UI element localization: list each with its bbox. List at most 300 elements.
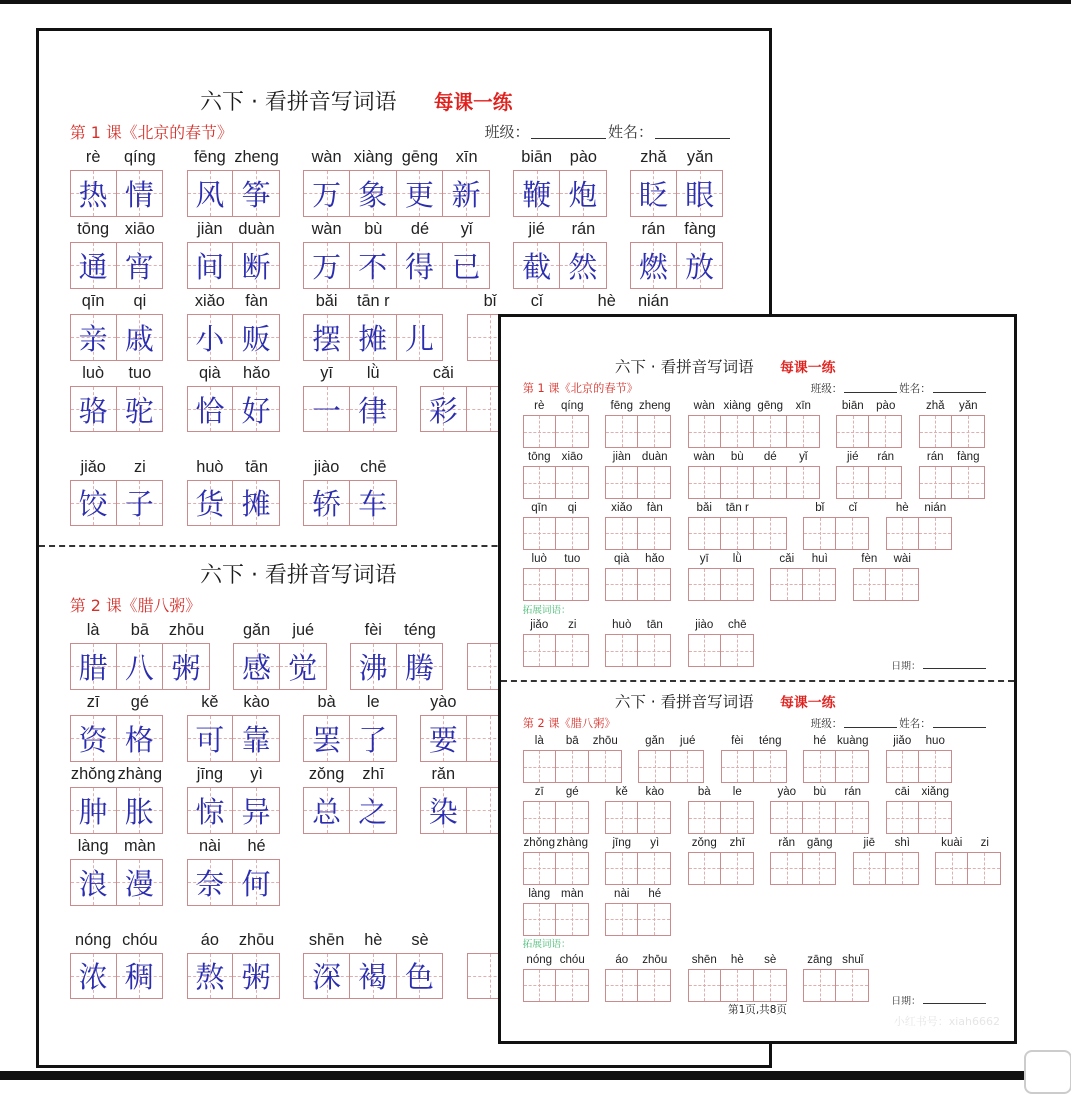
word-group [233, 618, 326, 690]
character-box[interactable] [605, 634, 638, 667]
character-box[interactable] [349, 715, 397, 762]
character-box[interactable] [70, 715, 117, 762]
pinyin-line [836, 398, 902, 416]
class-field[interactable] [531, 137, 606, 139]
pinyin-line [303, 690, 396, 715]
grid-guide-vertical [572, 904, 573, 935]
character-box[interactable] [116, 715, 164, 762]
word-group [886, 732, 952, 783]
character-box[interactable] [232, 859, 280, 906]
answer-character: 眼 [685, 177, 715, 212]
pinyin-line [523, 448, 589, 466]
character-box[interactable] [187, 386, 234, 433]
character-box[interactable] [885, 568, 919, 601]
writing-boxes [803, 517, 869, 550]
character-box[interactable] [555, 466, 589, 499]
word-row [523, 398, 1014, 449]
character-box[interactable] [853, 568, 886, 601]
character-box[interactable] [637, 634, 671, 667]
grid-guide-vertical [572, 970, 573, 1001]
character-box[interactable] [187, 859, 234, 906]
character-box[interactable] [638, 750, 671, 783]
writing-boxes [70, 787, 163, 834]
character-box[interactable] [753, 466, 787, 499]
pinyin-syllable: zheng [639, 400, 671, 413]
pinyin-syllable: fèi [731, 735, 744, 748]
pinyin-line [688, 550, 754, 568]
pinyin-syllable: yì [250, 764, 263, 783]
word-group [770, 783, 869, 834]
character-box[interactable] [951, 415, 985, 448]
character-box[interactable] [70, 242, 117, 289]
answer-character: 粥 [241, 960, 271, 995]
character-box[interactable] [523, 568, 556, 601]
pinyin-syllable: tōng [528, 451, 551, 464]
word-group [70, 289, 163, 361]
character-box[interactable] [232, 715, 280, 762]
character-box[interactable] [688, 852, 721, 885]
answer-character: 驼 [124, 393, 154, 428]
corner-button[interactable] [1024, 1050, 1071, 1094]
pinyin-line [605, 951, 671, 969]
grid-guide-vertical [935, 518, 936, 549]
pinyin-syllable: zheng [234, 148, 279, 167]
character-box[interactable] [233, 643, 280, 690]
character-box[interactable] [349, 314, 397, 361]
character-box[interactable] [720, 852, 754, 885]
character-box[interactable] [555, 852, 589, 885]
character-box[interactable] [303, 480, 350, 527]
pinyin-syllable: zī [534, 786, 544, 799]
grid-guide-vertical [654, 802, 655, 833]
character-box[interactable] [802, 568, 836, 601]
grid-guide-vertical [787, 569, 788, 600]
character-box[interactable] [770, 801, 803, 834]
character-box[interactable] [396, 170, 444, 217]
answer-character: 放 [685, 249, 715, 284]
character-box[interactable] [70, 953, 117, 1000]
character-box[interactable] [442, 242, 490, 289]
character-box[interactable] [886, 517, 919, 550]
name-field[interactable] [655, 137, 730, 139]
character-box[interactable] [688, 466, 721, 499]
character-box[interactable] [232, 242, 280, 289]
grid-guide-vertical [737, 518, 738, 549]
grid-guide-vertical [803, 467, 804, 498]
character-box[interactable] [396, 953, 444, 1000]
character-box[interactable] [232, 386, 280, 433]
pinyin-line [605, 448, 671, 466]
pinyin-syllable: chē [727, 619, 747, 632]
character-box[interactable] [559, 242, 607, 289]
pinyin-syllable: shēn [308, 930, 345, 949]
pinyin-syllable: jié [846, 451, 859, 464]
pinyin-syllable: xīn [455, 148, 478, 167]
character-box[interactable] [802, 801, 836, 834]
name-label: 姓名： [899, 382, 931, 395]
character-box[interactable] [187, 787, 234, 834]
character-box[interactable] [951, 466, 985, 499]
pinyin-line [303, 145, 490, 170]
character-box[interactable] [605, 852, 638, 885]
character-box[interactable] [670, 750, 704, 783]
pinyin-syllable: bù [364, 219, 383, 238]
character-box[interactable] [555, 517, 589, 550]
worksheet-title [523, 689, 1014, 714]
character-box[interactable] [187, 314, 234, 361]
character-box[interactable] [523, 750, 556, 783]
character-box[interactable] [935, 852, 968, 885]
character-box[interactable] [835, 750, 869, 783]
writing-boxes [303, 314, 443, 361]
word-group [70, 217, 163, 289]
character-box[interactable] [630, 242, 677, 289]
character-box[interactable] [349, 170, 397, 217]
pinyin-line [583, 289, 676, 314]
character-box[interactable] [523, 969, 556, 1002]
pinyin-line [513, 217, 606, 242]
character-box[interactable] [303, 314, 350, 361]
pinyin-syllable: shēn [691, 954, 717, 967]
pinyin-line [70, 927, 163, 952]
character-box[interactable] [420, 787, 467, 834]
character-box[interactable] [523, 634, 556, 667]
character-box[interactable] [688, 415, 721, 448]
character-box[interactable] [605, 969, 638, 1002]
pinyin-syllable: jiào [313, 457, 340, 476]
character-box[interactable] [555, 969, 589, 1002]
pinyin-line [70, 690, 163, 715]
answer-character: 色 [404, 960, 434, 995]
character-box[interactable] [637, 517, 671, 550]
character-box[interactable] [420, 715, 467, 762]
word-group [70, 690, 163, 762]
pinyin-syllable: làng [528, 887, 551, 900]
character-box[interactable] [420, 386, 467, 433]
pinyin-syllable: yī [320, 363, 333, 382]
character-box[interactable] [720, 634, 754, 667]
pinyin-line [187, 217, 280, 242]
writing-boxes [836, 415, 902, 448]
character-box[interactable] [720, 568, 754, 601]
character-box[interactable] [835, 801, 869, 834]
character-box[interactable] [187, 170, 234, 217]
character-box[interactable] [349, 242, 397, 289]
character-box[interactable] [588, 750, 622, 783]
character-box[interactable] [803, 750, 836, 783]
pinyin-syllable: lǜ [732, 552, 742, 565]
pinyin-syllable: qi [567, 502, 577, 515]
pinyin-syllable: rán [877, 451, 895, 464]
character-box[interactable] [523, 415, 556, 448]
pinyin-syllable: xiàng [353, 148, 393, 167]
writing-boxes [303, 787, 396, 834]
writing-boxes [187, 170, 280, 217]
character-box[interactable] [116, 643, 164, 690]
pinyin-syllable: yī [699, 552, 709, 565]
grid-guide-vertical [787, 853, 788, 884]
character-box[interactable] [637, 568, 671, 601]
character-box[interactable] [770, 852, 803, 885]
character-box[interactable] [836, 415, 869, 448]
character-box[interactable] [753, 969, 787, 1002]
answer-character: 罢 [312, 722, 342, 757]
grid-guide-vertical [539, 904, 540, 935]
character-box[interactable] [303, 386, 350, 433]
character-box[interactable] [720, 466, 754, 499]
pinyin-syllable: nián [637, 291, 669, 310]
character-box[interactable] [116, 953, 164, 1000]
character-box[interactable] [676, 170, 724, 217]
class-field[interactable] [844, 726, 897, 728]
grid-guide-vertical [704, 970, 705, 1001]
character-box[interactable] [349, 386, 397, 433]
character-box[interactable] [605, 801, 638, 834]
character-box[interactable] [770, 568, 803, 601]
character-box[interactable] [116, 480, 164, 527]
writing-boxes [187, 859, 280, 906]
pinyin-line [70, 762, 163, 787]
grid-guide-vertical [737, 802, 738, 833]
character-box[interactable] [836, 466, 869, 499]
character-box[interactable] [187, 715, 234, 762]
character-box[interactable] [630, 170, 677, 217]
character-box[interactable] [555, 750, 589, 783]
word-group [513, 145, 606, 217]
answer-character: 总 [312, 794, 342, 829]
character-box[interactable] [967, 852, 1001, 885]
pinyin-syllable: zāng [807, 954, 833, 967]
character-box[interactable] [442, 170, 490, 217]
character-box[interactable] [637, 415, 671, 448]
answer-character: 感 [242, 650, 272, 685]
word-group [688, 499, 787, 550]
character-box[interactable] [349, 480, 397, 527]
date-label: 日期： [891, 661, 921, 672]
grid-guide-vertical [820, 518, 821, 549]
character-box[interactable] [802, 852, 836, 885]
character-box[interactable] [605, 517, 638, 550]
character-box[interactable] [396, 314, 444, 361]
character-box[interactable] [720, 517, 754, 550]
character-box[interactable] [70, 643, 117, 690]
character-box[interactable] [688, 568, 721, 601]
character-box[interactable] [70, 386, 117, 433]
pinyin-syllable: qi [133, 291, 147, 310]
character-box[interactable] [559, 170, 607, 217]
character-box[interactable] [116, 787, 164, 834]
character-box[interactable] [232, 953, 280, 1000]
character-box[interactable] [116, 170, 164, 217]
character-box[interactable] [513, 242, 560, 289]
grid-guide-vertical [935, 467, 936, 498]
pinyin-line [688, 951, 787, 969]
character-box[interactable] [637, 903, 671, 936]
character-box[interactable] [853, 852, 886, 885]
character-box[interactable] [688, 969, 721, 1002]
pinyin-syllable: lǜ [366, 363, 380, 382]
character-box[interactable] [720, 801, 754, 834]
lesson-title: 第 1 课《北京的春节》 [522, 382, 639, 396]
character-box[interactable] [523, 903, 556, 936]
character-box[interactable] [868, 466, 902, 499]
character-box[interactable] [232, 480, 280, 527]
grid-guide-vertical [704, 467, 705, 498]
answer-character: 熬 [195, 960, 225, 995]
pinyin-syllable: huò [612, 619, 632, 632]
word-group [513, 217, 606, 289]
character-box[interactable] [886, 801, 919, 834]
pinyin-syllable: kě [201, 692, 219, 711]
character-box[interactable] [555, 568, 589, 601]
pinyin-syllable: le [732, 786, 742, 799]
character-box[interactable] [116, 314, 164, 361]
pinyin-line [630, 217, 723, 242]
pinyin-line [770, 834, 836, 852]
character-box[interactable] [918, 750, 952, 783]
character-box[interactable] [116, 859, 164, 906]
character-box[interactable] [688, 801, 721, 834]
character-box[interactable] [187, 480, 234, 527]
character-box[interactable] [721, 750, 754, 783]
character-box[interactable] [919, 466, 952, 499]
character-box[interactable] [116, 386, 164, 433]
pinyin-syllable: yǐ [799, 451, 808, 464]
character-box[interactable] [349, 953, 397, 1000]
date-field[interactable] [923, 667, 986, 669]
writing-boxes [605, 969, 671, 1002]
grid-guide-vertical [852, 518, 853, 549]
grid-guide-vertical [902, 751, 903, 782]
writing-boxes [233, 643, 326, 690]
pinyin-syllable: fèi [364, 621, 382, 640]
pinyin-syllable: huo [925, 735, 945, 748]
word-group [605, 616, 671, 667]
grid-guide-vertical [704, 635, 705, 666]
worksheet-page-blank[interactable] [498, 314, 1017, 1044]
character-box[interactable] [187, 242, 234, 289]
character-box[interactable] [637, 466, 671, 499]
pinyin-line [688, 398, 820, 416]
character-box[interactable] [720, 415, 754, 448]
character-box[interactable] [720, 969, 754, 1002]
character-box[interactable] [688, 517, 721, 550]
character-box[interactable] [555, 415, 589, 448]
character-box[interactable] [70, 170, 117, 217]
character-box[interactable] [605, 415, 638, 448]
character-box[interactable] [513, 170, 560, 217]
character-box[interactable] [753, 750, 787, 783]
character-box[interactable] [637, 969, 671, 1002]
word-group [605, 499, 671, 550]
character-box[interactable] [303, 953, 350, 1000]
character-box[interactable] [116, 242, 164, 289]
lesson-header [523, 714, 1014, 732]
character-box[interactable] [868, 415, 902, 448]
character-box[interactable] [349, 787, 397, 834]
character-box[interactable] [605, 903, 638, 936]
character-box[interactable] [523, 852, 556, 885]
character-box[interactable] [918, 801, 952, 834]
character-box[interactable] [350, 643, 397, 690]
character-box[interactable] [786, 466, 820, 499]
character-box[interactable] [753, 415, 787, 448]
character-box[interactable] [232, 170, 280, 217]
character-box[interactable] [835, 969, 869, 1002]
character-box[interactable] [232, 314, 280, 361]
pinyin-syllable: fēng [610, 400, 633, 413]
character-box[interactable] [688, 634, 721, 667]
character-box[interactable] [885, 852, 919, 885]
character-box[interactable] [753, 517, 787, 550]
character-box[interactable] [187, 953, 234, 1000]
name-field[interactable] [933, 726, 986, 728]
grid-guide-vertical [654, 518, 655, 549]
pinyin-line [523, 499, 589, 517]
pinyin-syllable: jiǎo [530, 619, 549, 632]
character-box[interactable] [803, 969, 836, 1002]
grid-guide-vertical [572, 853, 573, 884]
pinyin-syllable: bǐ [483, 291, 497, 310]
character-box[interactable] [555, 634, 589, 667]
character-box[interactable] [70, 859, 117, 906]
character-box[interactable] [605, 568, 638, 601]
character-box[interactable] [605, 466, 638, 499]
pinyin-line [303, 361, 396, 386]
character-box[interactable] [303, 170, 350, 217]
character-box[interactable] [232, 787, 280, 834]
class-field[interactable] [844, 391, 897, 393]
character-box[interactable] [523, 517, 556, 550]
character-box[interactable] [70, 480, 117, 527]
character-box[interactable] [555, 801, 589, 834]
character-box[interactable] [676, 242, 724, 289]
title-text: 六下 · 看拼音写词语 [200, 90, 397, 116]
character-box[interactable] [555, 903, 589, 936]
pinyin-syllable: fàng [957, 451, 980, 464]
character-box[interactable] [303, 787, 350, 834]
character-box[interactable] [918, 517, 952, 550]
pinyin-syllable: rán [571, 219, 596, 238]
grid-guide-vertical [572, 569, 573, 600]
character-box[interactable] [637, 801, 671, 834]
character-box[interactable] [162, 643, 210, 690]
character-box[interactable] [396, 643, 444, 690]
character-box[interactable] [70, 787, 117, 834]
character-box[interactable] [637, 852, 671, 885]
character-box[interactable] [835, 517, 869, 550]
character-box[interactable] [303, 715, 350, 762]
character-box[interactable] [786, 415, 820, 448]
lesson-title: 第 1 课《北京的春节》 [69, 123, 233, 143]
answer-character: 靠 [241, 722, 271, 757]
pinyin-syllable: zhàng [117, 764, 163, 783]
character-box[interactable] [523, 466, 556, 499]
character-box[interactable] [919, 415, 952, 448]
character-box[interactable] [279, 643, 327, 690]
pinyin-syllable: hé [813, 735, 827, 748]
grid-guide-vertical [622, 802, 623, 833]
word-group [303, 454, 396, 526]
name-field[interactable] [933, 391, 986, 393]
writing-boxes [303, 480, 396, 527]
character-box[interactable] [396, 242, 444, 289]
character-box[interactable] [523, 801, 556, 834]
character-box[interactable] [70, 314, 117, 361]
character-box[interactable] [803, 517, 836, 550]
character-box[interactable] [303, 242, 350, 289]
character-box[interactable] [886, 750, 919, 783]
